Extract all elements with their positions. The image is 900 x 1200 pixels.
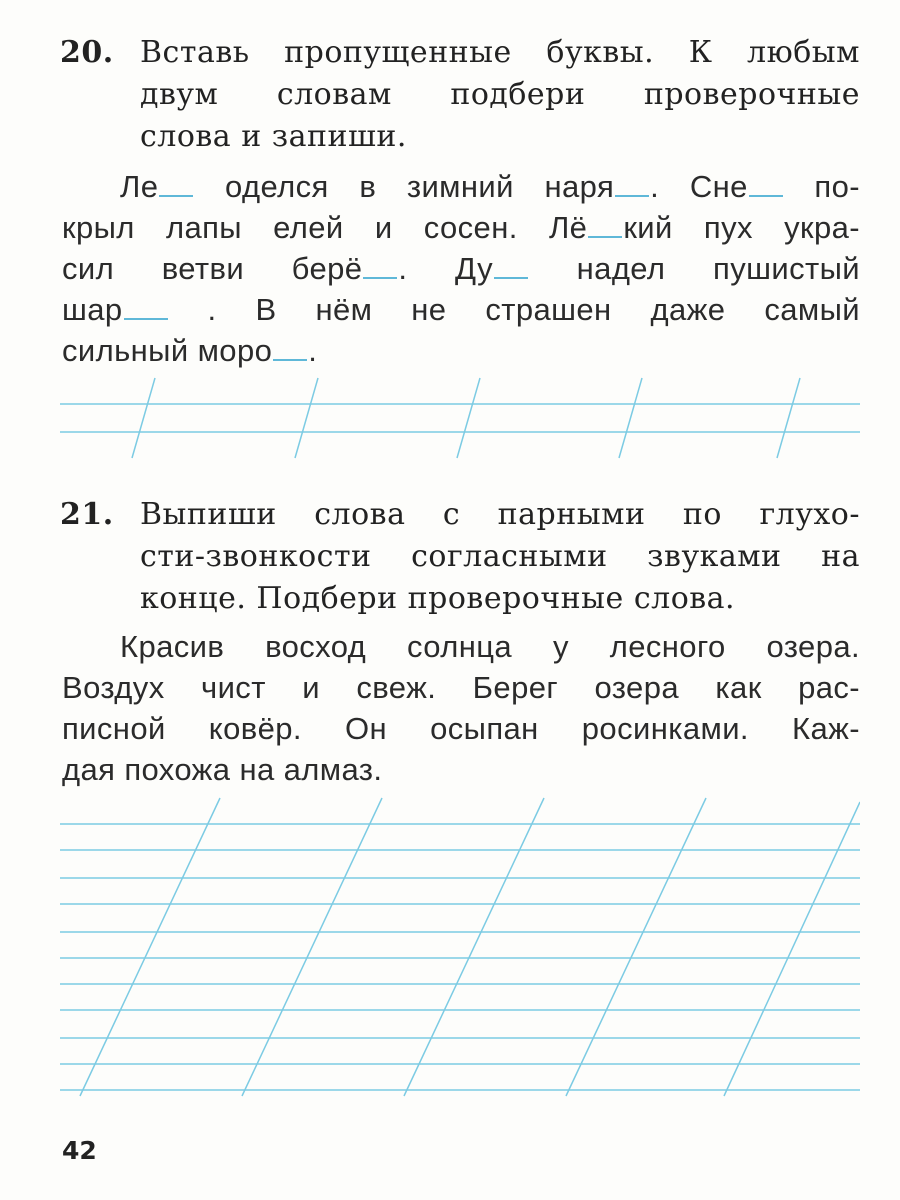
writing-lines-task-20[interactable] <box>60 376 860 460</box>
task-20-number: 20. <box>60 35 114 70</box>
page-number: 42 <box>62 1136 97 1165</box>
task-21-text-line-4: дая похожа на алмаз. <box>62 752 383 787</box>
missing-letter-gap[interactable] <box>588 210 622 238</box>
missing-letter-gap[interactable] <box>749 169 783 197</box>
missing-letter-gap[interactable] <box>363 251 397 279</box>
task-20-text-line-3: сил ветви берё . Ду надел пушистый <box>62 251 860 286</box>
task-20-instruction-line-2: двум словам подбери проверочные <box>140 77 860 112</box>
task-21-number: 21. <box>60 497 114 532</box>
task-21-text-line-2: Воздух чист и свеж. Берег озера как рас- <box>62 670 860 705</box>
task-21-instruction-line-2: сти-звонкости согласными звуками на <box>140 539 860 574</box>
task-21-text <box>62 626 860 790</box>
task-20-instruction-line-1: Вставь пропущенные буквы. К любым <box>140 35 860 70</box>
task-21-instruction-line-1: Выпиши слова с парными по глухо- <box>140 497 860 532</box>
missing-letter-gap[interactable] <box>159 169 193 197</box>
missing-letter-gap[interactable] <box>615 169 649 197</box>
missing-letter-gap[interactable] <box>124 292 168 320</box>
missing-letter-gap[interactable] <box>494 251 528 279</box>
task-20-text-line-1: Ле оделся в зимний наря . Сне по- <box>120 169 860 204</box>
task-20-text-line-2: крыл лапы елей и сосен. Лё кий пух укра- <box>62 210 860 245</box>
task-20-text-line-4: шар . В нём не страшен даже самый <box>62 292 860 327</box>
task-21-instruction <box>60 494 860 620</box>
task-20-text <box>62 166 860 371</box>
task-21-text-line-1: Красив восход солнца у лесного озера. <box>120 629 860 664</box>
task-21-text-line-3: писной ковёр. Он осыпан росинками. Каж- <box>62 711 860 746</box>
task-21-instruction-line-3: конце. Подбери проверочные слова. <box>140 581 736 616</box>
missing-letter-gap[interactable] <box>273 333 307 361</box>
task-20-text-line-5: сильный моро . <box>62 333 318 368</box>
task-20-instruction-line-3: слова и запиши. <box>140 119 407 154</box>
task-20-instruction <box>60 32 860 158</box>
writing-lines-task-21[interactable] <box>60 796 860 1102</box>
